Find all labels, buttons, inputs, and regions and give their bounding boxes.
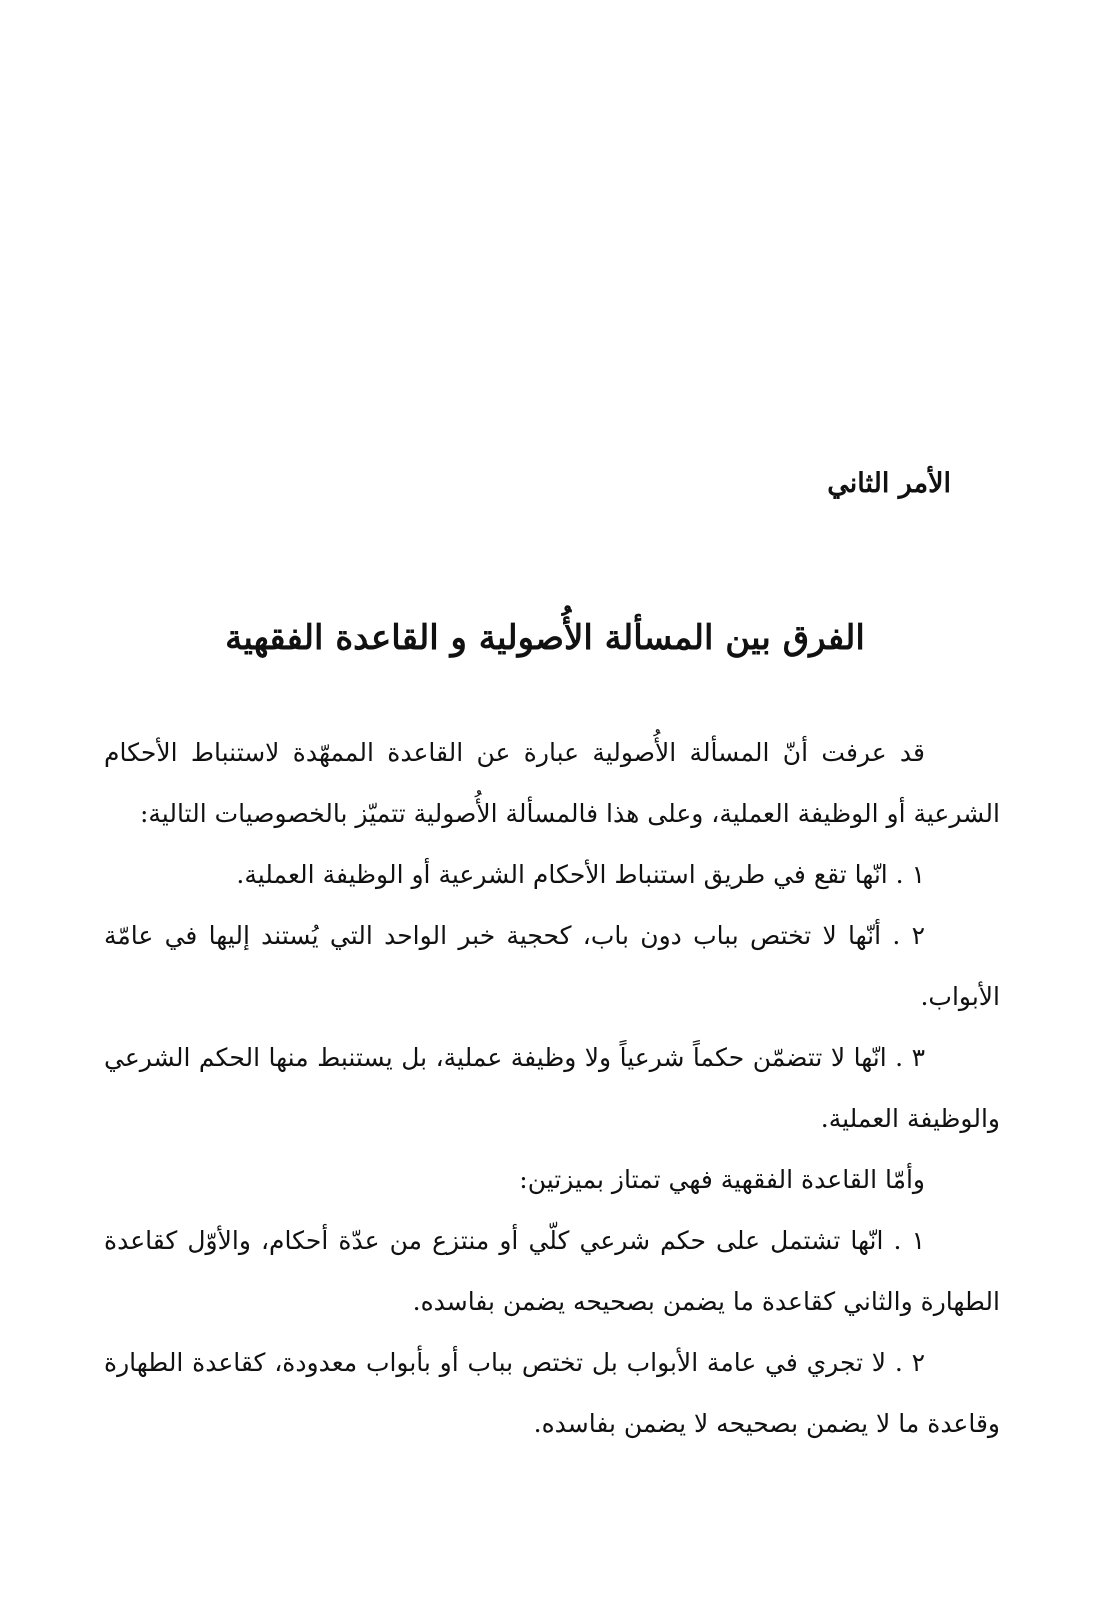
usuli-feature-1: ١ . انّها تقع في طريق استنباط الأحكام الشرعية أو الوظيفة العملية.	[236, 860, 925, 889]
intro-paragraph: قد عرفت أنّ المسألة الأُصولية عبارة عن القاعدة الممهّدة لاستنباط الأحكام الشرعية أو الوظيفة العملية، وعلى هذا فالمسألة الأُصولية تتميّز بالخصوصيات التالية:	[104, 738, 1000, 828]
section-label: الأمر الثاني	[827, 468, 951, 499]
body-text	[104, 722, 1000, 1454]
fiqhi-intro: وأمّا القاعدة الفقهية فهي تمتاز بميزتين:	[519, 1165, 925, 1194]
usuli-feature-2: ٢ . أنّها لا تختص بباب دون باب، كحجية خبر الواحد التي يُستند إليها في عامّة الأبواب.	[104, 921, 1000, 1011]
fiqhi-feature-1: ١ . انّها تشتمل على حكم شرعي كلّي أو منتزع من عدّة أحكام، والأوّل كقاعدة الطهارة والثاني كقاعدة ما يضمن بصحيحه يضمن بفاسده.	[104, 1226, 1000, 1316]
main-heading: الفرق بين المسألة الأُصولية و القاعدة الفقهية	[225, 618, 865, 658]
fiqhi-feature-2: ٢ . لا تجري في عامة الأبواب بل تختص بباب أو بأبواب معدودة، كقاعدة الطهارة وقاعدة ما لا يضمن بصحيحه لا يضمن بفاسده.	[104, 1348, 1000, 1438]
usuli-feature-3: ٣ . انّها لا تتضمّن حكماً شرعياً ولا وظيفة عملية، بل يستنبط منها الحكم الشرعي والوظيفة العملية.	[104, 1043, 1000, 1133]
